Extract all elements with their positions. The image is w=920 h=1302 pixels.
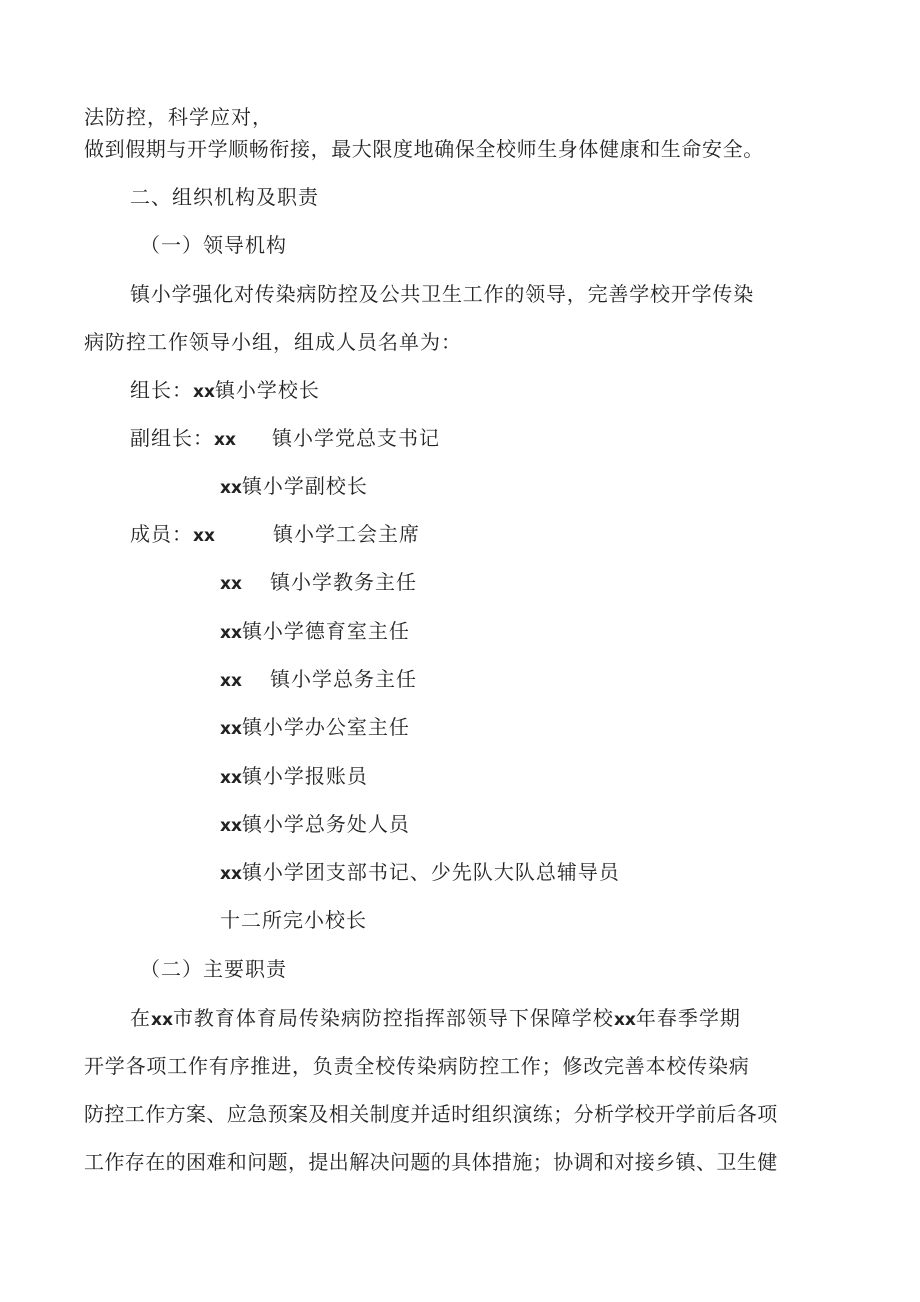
- members-label: 成员：: [130, 522, 193, 546]
- member-name: xx: [193, 526, 215, 546]
- duty-paragraph-line-4: 工作存在的困难和问题，提出解决问题的具体措施；协调和对接乡镇、卫生健: [84, 1150, 778, 1174]
- group-leader-row: [130, 376, 320, 406]
- member-role: 十二所完小校长: [220, 908, 367, 932]
- member-row-1: [130, 520, 420, 550]
- leader-paragraph-line-2: 病防控工作领导小组，组成人员名单为：: [84, 330, 462, 354]
- deputy-name: xx: [220, 478, 242, 498]
- section-2-title: 二、组织机构及职责: [130, 185, 319, 209]
- member-row-7: [220, 810, 410, 840]
- member-name: xx: [220, 671, 242, 691]
- deputy-role: 镇小学党总支书记: [272, 426, 440, 450]
- duty-text-3: 年春季学期: [635, 1006, 741, 1030]
- member-name: xx: [220, 623, 242, 643]
- member-row-6: [220, 762, 368, 792]
- member-row-2: [220, 568, 417, 598]
- subsection-2-title: （二）主要职责: [140, 957, 287, 981]
- member-name: xx: [220, 768, 242, 788]
- member-role: 镇小学教务主任: [270, 570, 417, 594]
- member-name: xx: [220, 719, 242, 739]
- member-role: 镇小学德育室主任: [241, 619, 410, 643]
- intro-line-1: 法防控，科学应对，: [84, 105, 273, 129]
- intro-line-2: 做到假期与开学顺畅衔接，最大限度地确保全校师生身体健康和生命安全。: [84, 137, 764, 161]
- member-role: 镇小学团支部书记、少先队大队总辅导员: [241, 860, 620, 884]
- leader-name: xx: [193, 382, 215, 402]
- duty-text-1: 在: [130, 1006, 151, 1030]
- member-row-8: [220, 858, 620, 888]
- duty-text-2: 市教育体育局传染病防控指挥部领导下保障学校: [172, 1006, 614, 1030]
- deputy-name: xx: [214, 430, 236, 450]
- member-row-9: [220, 906, 367, 934]
- member-row-5: [220, 713, 410, 743]
- member-role: 镇小学报账员: [241, 764, 368, 788]
- duty-paragraph-line-1: [130, 1004, 741, 1034]
- member-row-4: [220, 665, 417, 695]
- deputy-role: 镇小学副校长: [241, 474, 368, 498]
- duty-xx-2: xx: [613, 1010, 636, 1030]
- member-name: xx: [220, 574, 242, 594]
- duty-xx-1: xx: [151, 1010, 173, 1030]
- deputy-row-2: [220, 472, 368, 502]
- duty-paragraph-line-3: 防控工作方案、应急预案及相关制度并适时组织演练；分析学校开学前后各项: [84, 1102, 778, 1126]
- leader-label: 组长：: [130, 378, 193, 402]
- duty-paragraph-line-2: 开学各项工作有序推进，负责全校传染病防控工作；修改完善本校传染病: [84, 1054, 750, 1078]
- deputy-label: 副组长：: [130, 426, 214, 450]
- member-name: xx: [220, 864, 242, 884]
- member-role: 镇小学总务处人员: [241, 812, 410, 836]
- member-role: 镇小学工会主席: [273, 522, 420, 546]
- member-row-3: [220, 617, 410, 647]
- leader-paragraph-line-1: 镇小学强化对传染病防控及公共卫生工作的领导，完善学校开学传染: [130, 282, 754, 306]
- deputy-row-1: [130, 424, 440, 454]
- subsection-1-title: （一）领导机构: [140, 233, 287, 257]
- leader-role: 镇小学校长: [214, 378, 320, 402]
- member-role: 镇小学总务主任: [270, 667, 417, 691]
- member-name: xx: [220, 816, 242, 836]
- member-role: 镇小学办公室主任: [241, 715, 410, 739]
